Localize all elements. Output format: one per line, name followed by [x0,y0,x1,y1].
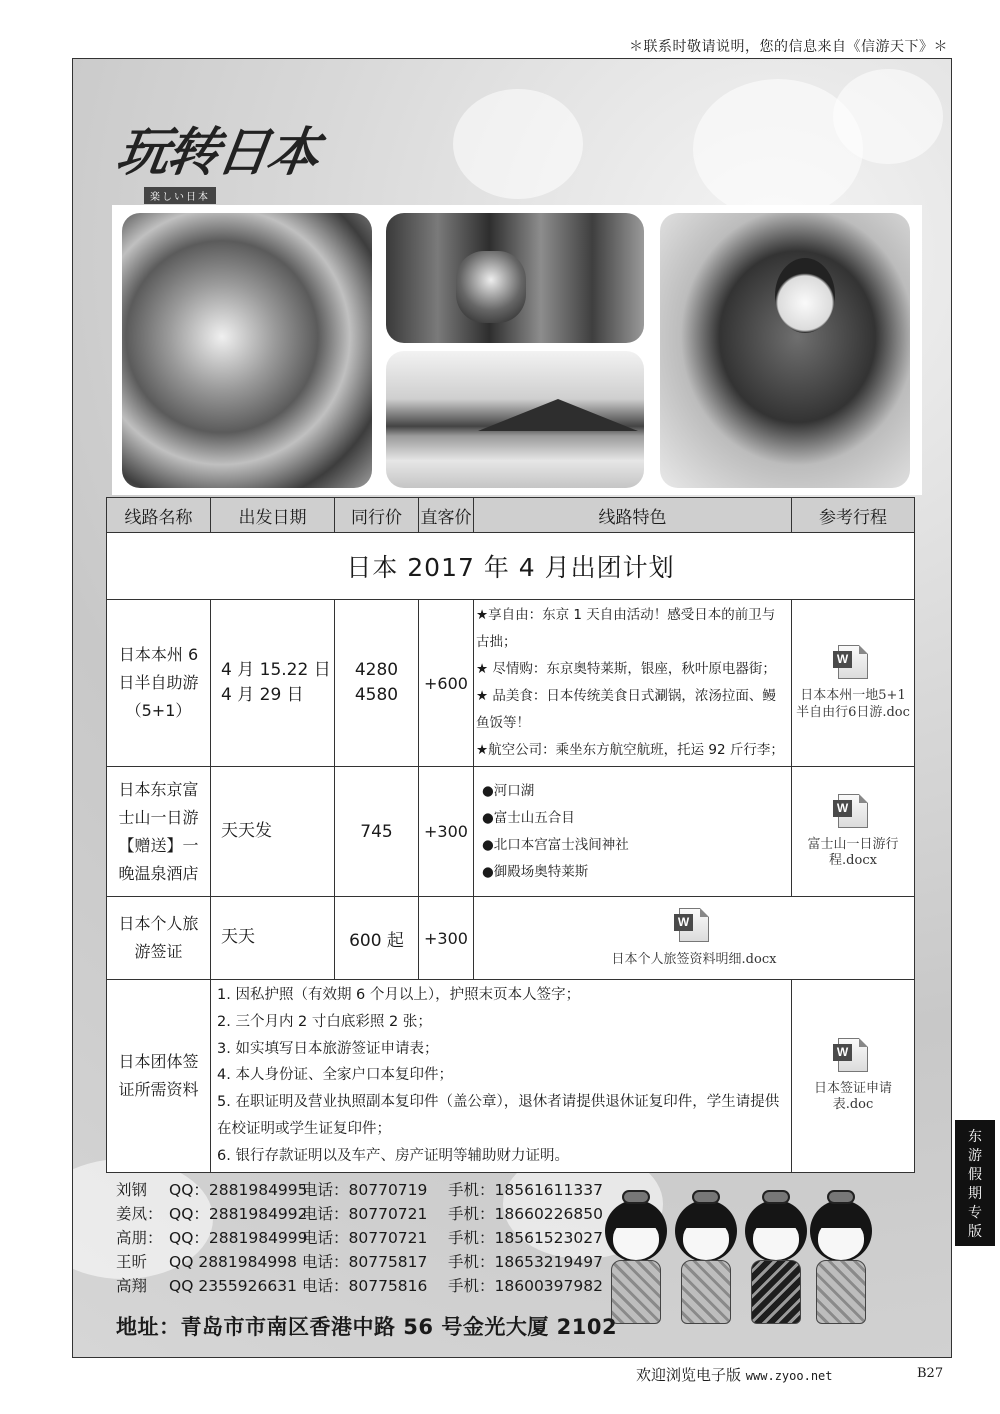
feature-item: ●北口本宫富士浅间神社 [482,836,629,853]
footer-welcome-text: 欢迎浏览电子版 [636,1366,742,1384]
doc-filename: 日本个人旅签资料明细.docx [611,951,777,967]
requirement-item: 4. 本人身份证、全家户口本复印件； [217,1067,453,1084]
page-number: B27 [917,1366,944,1381]
mount-fuji-photo [386,351,644,488]
departure-dates [211,600,335,767]
route-features [474,600,792,767]
departure-date: 4 月 29 日 [221,685,304,705]
logo-subtitle: 楽しい日本 [144,187,216,204]
peer-price: 4280 [354,659,399,680]
table-title-row [107,533,915,600]
table-title: 日本 2017 年 4 月出团计划 [107,533,915,600]
kokeshi-doll-icon [745,1190,807,1328]
feature-item: ●御殿场奥特莱斯 [482,863,589,880]
contact-qq: QQ：2881984995 [169,1181,308,1199]
side-tab-char: 东 [968,1129,982,1145]
route-name: 日本东京富士山一日游【赠送】一晚温泉酒店 [107,767,211,897]
contact-name: 高翔 [116,1277,148,1295]
contact-name: 高朋： [116,1229,163,1247]
header-itinerary: 参考行程 [792,498,915,533]
contact-mobile: 手机：18600397982 [448,1277,603,1295]
photo-strip [112,205,922,495]
route-name: 日本团体签证所需资料 [107,980,211,1173]
contact-row [116,1250,636,1274]
header-direct-price: 直客价 [419,498,474,533]
geisha-photo [660,213,910,488]
contact-name: 姜凤： [116,1205,163,1223]
contact-qq: QQ：2881984992 [169,1205,308,1223]
side-tab-char: 游 [968,1148,982,1164]
peer-price: 4580 [354,685,399,705]
kokeshi-doll-icon [605,1190,667,1328]
contact-phone: 电话：80770719 [302,1181,428,1199]
feature-item: ★享自由：东京 1 天自由活动！感受日本的前卫与古拙； [476,607,776,650]
feature-item: ★ 品美食：日本传统美食日式涮锅，浓汤拉面、鳗鱼饭等！ [476,688,776,731]
address: 地址：青岛市市南区香港中路 56 号金光大厦 2102 [116,1315,618,1339]
doc-filename: 日本签证申请表.doc [813,1081,892,1113]
feature-item: ★ 尽情购：东京奥特莱斯，银座，秋叶原电器街； [476,661,776,677]
table-row [107,600,915,767]
itinerary-doc-link[interactable] [792,767,915,897]
requirement-item: 3. 如实填写日本旅游签证申请表； [217,1040,439,1057]
peer-price: 745 [335,767,419,897]
word-doc-icon: W [838,1038,868,1072]
route-features [474,767,792,897]
route-name: 日本本州 6 日半自助游（5+1） [107,600,211,767]
contact-phone: 电话：80770721 [302,1229,428,1247]
departure-date: 天天 [211,897,335,980]
side-tab-char: 期 [968,1186,982,1202]
contact-row [116,1226,636,1250]
direct-price: +300 [419,767,474,897]
logo [113,110,322,204]
table-row [107,980,915,1173]
side-tab-char: 专 [968,1205,982,1221]
direct-price: +300 [419,897,474,980]
table-header-row [107,498,915,533]
contact-mobile: 手机：18660226850 [448,1205,603,1223]
side-tab-char: 假 [968,1167,982,1183]
contact-qq: QQ：2881984999 [169,1229,308,1247]
kokeshi-dolls-illustration [605,1190,875,1330]
departure-date: 天天发 [211,767,335,897]
requirement-item: 1. 因私护照（有效期 6 个月以上），护照末页本人签字； [217,987,581,1003]
header-peer-price: 同行价 [335,498,419,533]
feature-item: ★航空公司：乘坐东方航空航班，托运 92 斤行李； [476,742,784,758]
kokeshi-doll-icon [675,1190,737,1328]
table-row [107,767,915,897]
contact-phone: 电话：80775817 [302,1253,428,1271]
side-tab [955,1120,995,1246]
requirement-item: 2. 三个月内 2 寸白底彩照 2 张； [217,1013,432,1030]
contact-row [116,1178,636,1202]
peer-prices [335,600,419,767]
doc-filename: 富士山一日游行程.docx [807,836,899,869]
lantern-photo [386,213,644,343]
word-doc-icon: W [679,908,709,942]
top-note: ＊联系时敬请说明，您的信息来自《信游天下》＊ [629,39,948,55]
departure-date: 4 月 15.22 日 [221,659,331,680]
peer-price: 600 起 [335,897,419,980]
header-route-name: 线路名称 [107,498,211,533]
route-name: 日本个人旅游签证 [107,897,211,980]
contact-phone: 电话：80770721 [302,1205,428,1223]
side-tab-char: 版 [968,1224,982,1240]
header-departure-date: 出发日期 [211,498,335,533]
itinerary-doc-link[interactable] [792,600,915,767]
visa-requirements [211,980,792,1173]
footer-welcome [636,1364,833,1385]
contact-row [116,1202,636,1226]
visa-doc-link[interactable] [474,897,915,980]
visa-form-doc-link[interactable] [792,980,915,1173]
contact-qq: QQ 2881984998 [169,1253,297,1271]
contact-name: 刘钢 [116,1181,148,1199]
routes-table [106,497,915,1173]
contact-name: 王昕 [116,1253,148,1271]
table-row [107,897,915,980]
requirement-item: 5. 在职证明及营业执照副本复印件（盖公章），退休者请提供退休证复印件，学生请提供在校证明或学生证复印件； [217,1094,780,1138]
contact-phone: 电话：80775816 [302,1277,428,1295]
footer-site-link[interactable]: www.zyoo.net [745,1369,833,1383]
contact-list [116,1178,636,1298]
word-doc-icon: W [838,645,868,679]
word-doc-icon: W [838,794,868,828]
contact-mobile: 手机：18653219497 [448,1253,603,1271]
contact-row [116,1274,636,1298]
direct-price: +600 [419,600,474,767]
feature-item: ●富士山五合目 [482,809,575,826]
contact-qq: QQ 2355926631 [169,1277,297,1295]
kokeshi-doll-icon [810,1190,872,1328]
requirement-item: 6. 银行存款证明以及车产、房产证明等辅助财力证明。 [217,1147,569,1164]
logo-title: 玩转日本 [113,122,322,183]
contact-mobile: 手机：18561523027 [448,1229,603,1247]
header-route-features: 线路特色 [474,498,792,533]
contact-mobile: 手机：18561611337 [448,1181,603,1199]
food-photo [122,213,372,488]
feature-item: ●河口湖 [482,782,535,799]
doc-filename: 日本本州一地5+1半自由行6日游.doc [796,688,910,720]
